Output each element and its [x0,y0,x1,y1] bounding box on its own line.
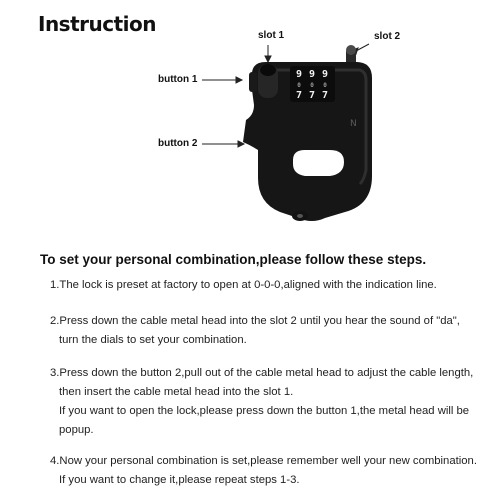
step-text-line: 4.Now your personal combination is set,please remember well your new combination. [50,455,477,467]
lock-diagram [0,0,500,240]
dial-middle-2: 0 [310,82,314,89]
step-text-line: 2.Press down the cable metal head into the slot 2 until you hear the sound of "da", [50,315,460,327]
lock-body [243,45,372,221]
callout-slot-1: slot 1 [258,30,285,41]
step-text-line: turn the dials to set your combination. [59,334,247,346]
step-text-line: 1.The lock is preset at factory to open at 0-0-0,aligned with the indication line. [50,279,437,291]
step-text-line: If you want to open the lock,please press down the button 1,the metal head will be [59,405,470,417]
dial-bottom-3: 7 [321,90,329,101]
dial-middle-3: 0 [323,82,327,89]
callout-slot-2: slot 2 [374,31,401,42]
callout-button-2: button 2 [158,138,198,149]
dial-top-3: 9 [321,69,329,80]
svg-text:N: N [350,119,357,129]
callout-button-1: button 1 [158,74,198,85]
dial-bottom-1: 7 [295,90,303,101]
step-text-line: 3.Press down the button 2,pull out of the cable metal head to adjust the cable length, [50,367,474,379]
step-2 [50,312,490,350]
step-1 [50,276,490,295]
dial-bottom-2: 7 [308,90,316,101]
dial-middle-1: 0 [297,82,301,89]
step-text-line: If you want to change it,please repeat steps 1-3. [59,474,300,486]
step-text-line: then insert the cable metal head into the slot 1. [59,386,294,398]
page-title: Instruction [38,12,156,36]
step-text-line: popup. [59,424,94,436]
steps-heading: To set your personal combination,please follow these steps. [40,252,427,267]
step-4 [50,452,490,490]
dial-top-2: 9 [308,69,316,80]
dial-top-1: 9 [295,69,303,80]
combination-dials [296,69,328,101]
step-3 [50,364,490,440]
